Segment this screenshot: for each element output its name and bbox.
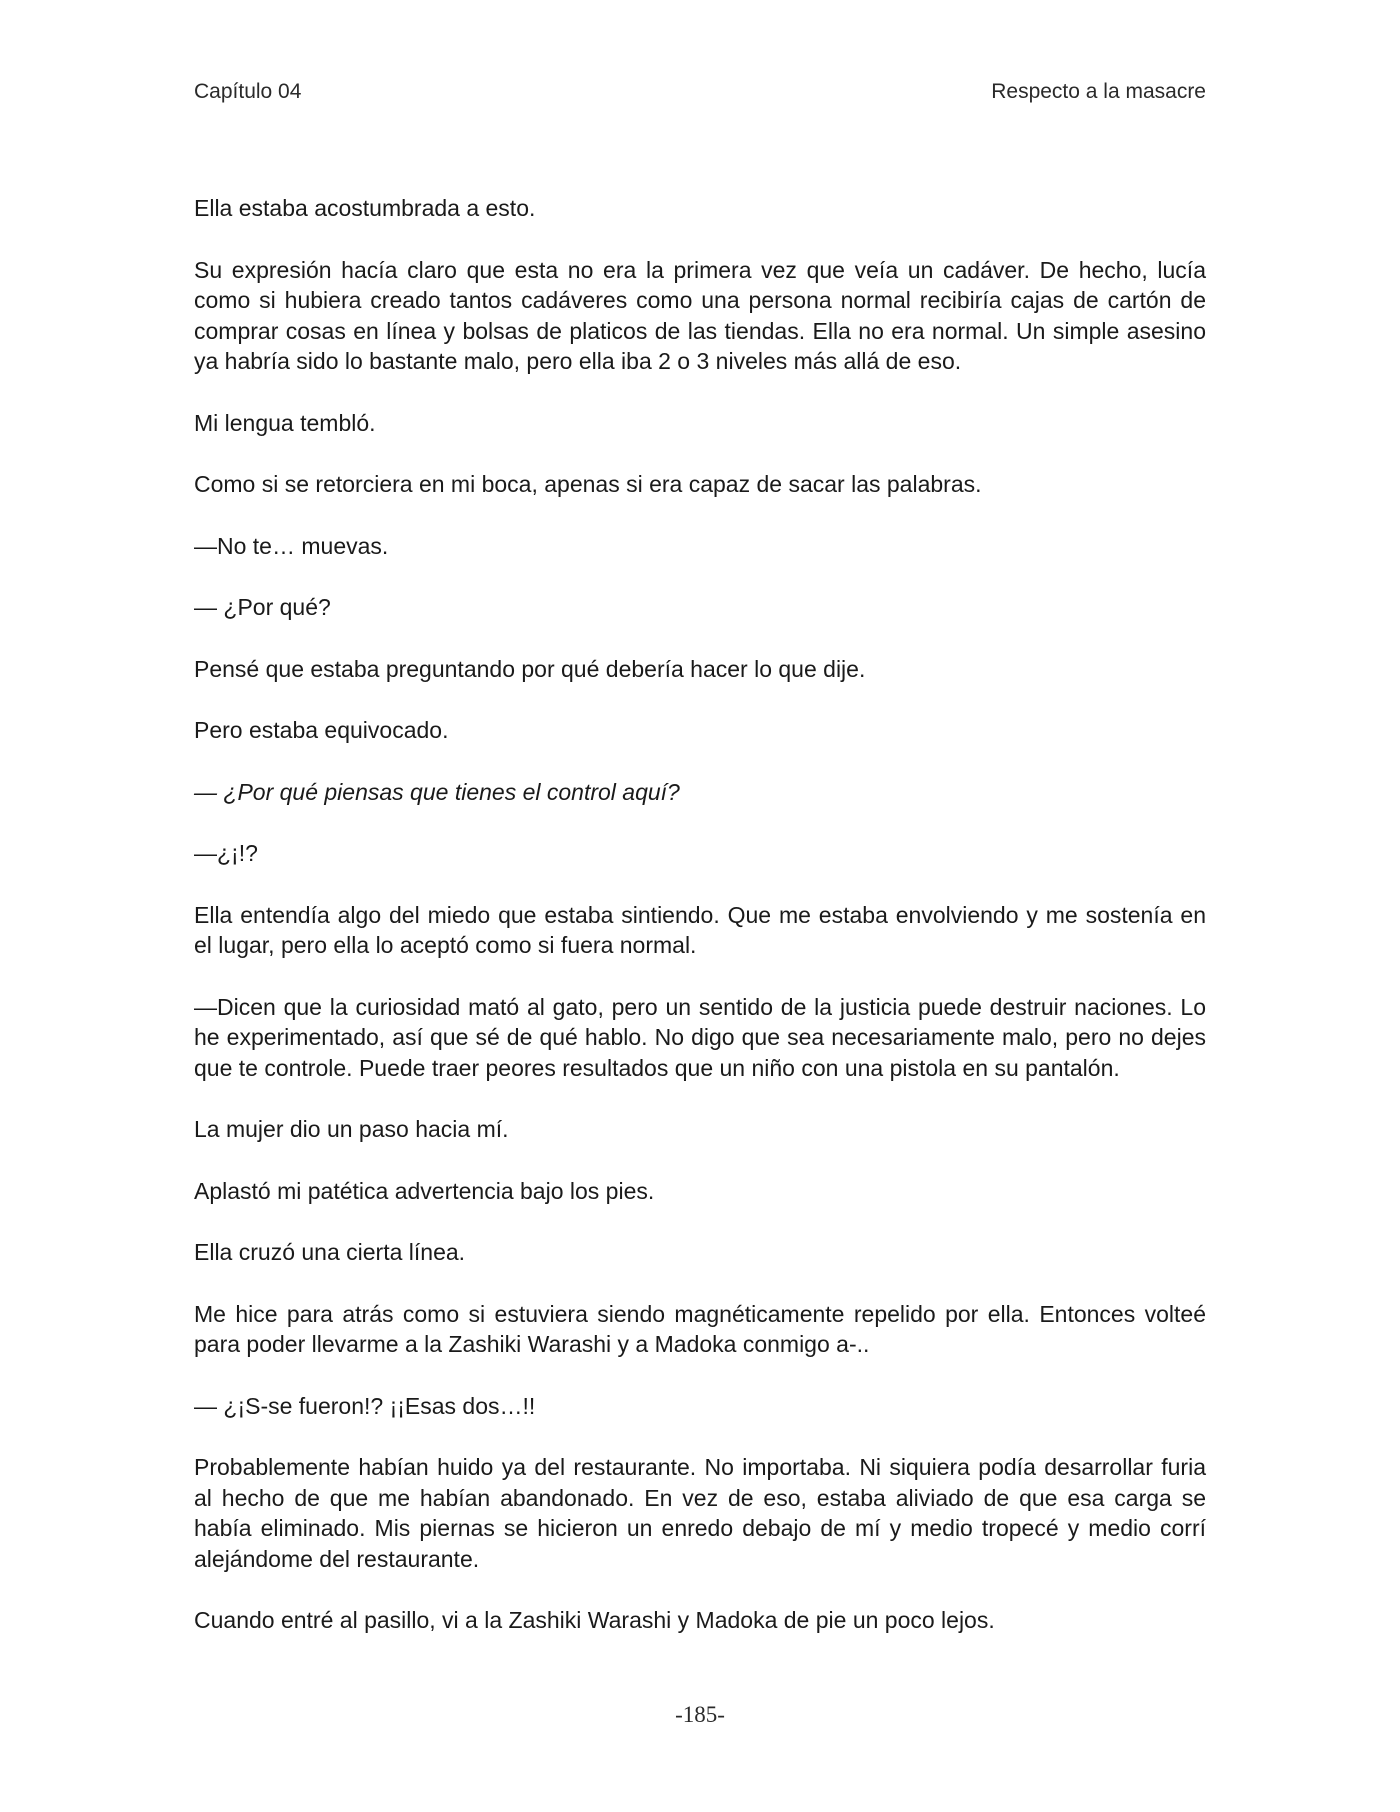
paragraph: —Dicen que la curiosidad mató al gato, pero un sentido de la justicia puede destruir naciones. Lo he experimentado, así que sé de qué hablo. No digo que sea necesariamente malo, pero no dejes que te controle. Puede traer peores resultados que un niño con una pistola en su pantalón. [194, 993, 1206, 1081]
body-text [194, 193, 1206, 1667]
paragraph: Ella cruzó una cierta línea. [194, 1239, 466, 1265]
running-header [194, 80, 1206, 104]
paragraph: — ¿Por qué? [194, 594, 331, 620]
paragraph: Ella estaba acostumbrada a esto. [194, 195, 536, 221]
chapter-label: Capítulo 04 [194, 80, 302, 103]
paragraph: La mujer dio un paso hacia mí. [194, 1116, 509, 1142]
paragraph: Me hice para atrás como si estuviera siendo magnéticamente repelido por ella. Entonces volteé para poder llevarme a la Zashiki Warashi y a Madoka conmigo a-.. [194, 1300, 1206, 1357]
paragraph: Como si se retorciera en mi boca, apenas si era capaz de sacar las palabras. [194, 471, 982, 497]
paragraph: Pensé que estaba preguntando por qué debería hacer lo que dije. [194, 655, 866, 682]
chapter-title: Respecto a la masacre [991, 80, 1206, 103]
paragraph: Cuando entré al pasillo, vi a la Zashiki Warashi y Madoka de pie un poco lejos. [194, 1607, 995, 1633]
paragraph: Su expresión hacía claro que esta no era la primera vez que veía un cadáver. De hecho, lucía como si hubiera creado tantos cadáveres como una persona normal recibiría cajas de cartón de comprar cosas en línea y bolsas de platicos de las tiendas. Ella no era normal. Un simple asesino ya habría sido lo bastante malo, pero ella iba 2 o 3 niveles más allá de eso. [194, 256, 1206, 374]
paragraph: Ella entendía algo del miedo que estaba sintiendo. Que me estaba envolviendo y me sostenía en el lugar, pero ella lo aceptó como si fuera normal. [194, 901, 1206, 958]
paragraph: Pero estaba equivocado. [194, 717, 449, 743]
paragraph: Probablemente habían huido ya del restaurante. No importaba. Ni siquiera podía desarrollar furia al hecho de que me habían abandonado. En vez de eso, estaba aliviado de que esa carga se había eliminado. Mis piernas se hicieron un enredo debajo de mí y medio tropecé y medio corrí alejándome del restaurante. [194, 1454, 1206, 1572]
paragraph: Mi lengua tembló. [194, 409, 376, 436]
paragraph: — ¿Por qué piensas que tienes el control aquí? [194, 778, 680, 805]
paragraph: —No te… muevas. [194, 532, 389, 559]
paragraph: — ¿¡S-se fueron!? ¡¡Esas dos…!! [194, 1392, 536, 1419]
paragraph: Aplastó mi patética advertencia bajo los pies. [194, 1177, 655, 1204]
page-number: -185- [675, 1702, 725, 1727]
paragraph: —¿¡!? [194, 840, 258, 866]
